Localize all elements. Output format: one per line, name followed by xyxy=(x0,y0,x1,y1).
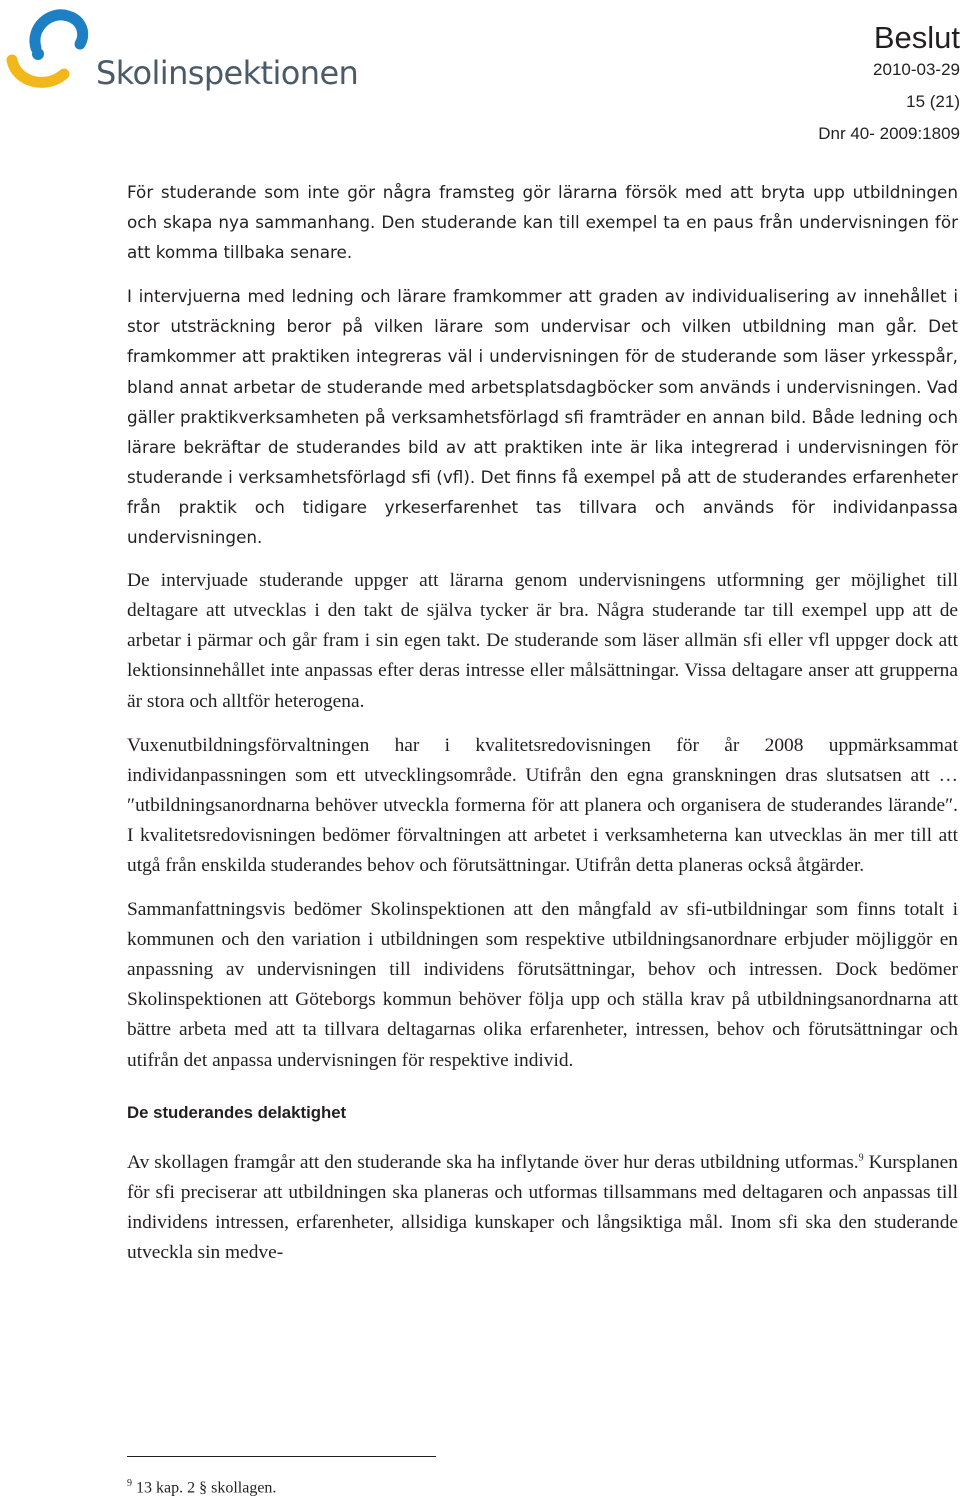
document-date: 2010-03-29 xyxy=(873,60,960,79)
footnote-ref: 9 xyxy=(858,1152,864,1164)
footnote-text: 13 kap. 2 § skollagen. xyxy=(132,1479,277,1497)
footnote xyxy=(127,1474,276,1498)
document-type: Beslut xyxy=(873,20,960,55)
paragraph-6-text-b: Kursplanen för sfi preciserar att utbildningen ska planeras och utformas tillsammans med deltagaren och anpassas till individens intressen, erfarenheter, allsidiga kunskaper och långsiktiga mål. Inom sfi ska den studerande utveckla sin medve- xyxy=(127,1151,958,1263)
paragraph-6 xyxy=(127,1148,958,1268)
footnote-number: 9 xyxy=(127,1478,132,1489)
logo-swoosh-icon xyxy=(6,8,102,94)
document-meta xyxy=(720,18,960,144)
footnote-divider xyxy=(127,1456,436,1457)
paragraph-2: I intervjuerna med ledning och lärare framkommer att graden av individualisering av innehållet i stor utsträckning beror på vilken lärare som undervisar och vilken utbildning man går. Det framkommer att praktiken integreras väl i undervisningen för de studerande som läser yrkesspår, bland annat arbetar de studerande med arbetsplatsdagböcker som används i undervisningen. Vad gäller praktikverksamheten på verksamhetsförlagd sfi framträder en annan bild. Både ledning och lärare bekräftar de studerandes bild av att praktiken inte är lika integrerad i undervisningen för studerande i verksamhetsförlagd sfi (vfl). Det finns få exempel på att de studerandes erfarenheter från praktik och tidigare yrkeserfarenhet tas tillvara och används för individanpassa undervisningen. xyxy=(127,286,958,548)
section-heading: De studerandes delaktighet xyxy=(127,1102,347,1122)
paragraph-4: Vuxenutbildningsförvaltningen har i kvalitetsredovisningen för år 2008 uppmärksammat individanpassningen som ett utvecklingsområde. Utifrån den egna granskningen dras slutsatsen att … ″utbildningsanordnarna behöver utveckla formerna för att planera och organisera de studerandes lärande″. I kvalitetsredovisningen bedömer förvaltningen att arbetet i verksamheterna kan utvecklas än mer till att utgå från enskilda studerandes behov och förutsättningar. Utifrån detta planeras också åtgärder. xyxy=(127,734,958,876)
page-number: 15 (21) xyxy=(906,92,960,111)
paragraph-5: Sammanfattningsvis bedömer Skolinspektionen att den mångfald av sfi-utbildningar som finns totalt i kommunen och den variation i utbildningen som respektive utbildningsanordnare erbjuder möjliggör en anpassning av undervisningen till individens förutsättningar, behov och intressen. Dock bedömer Skolinspektionen att Göteborgs kommun behöver följa upp och ställa krav på utbildningsanordnarna att bättre arbeta med att ta tillvara deltagarnas olika erfarenheter, intressen, behov och förutsättningar och utifrån det anpassa undervisningen för respektive individ. xyxy=(127,899,958,1071)
document-body xyxy=(127,177,958,1282)
paragraph-3: De intervjuade studerande uppger att lärarna genom undervisningens utformning ger möjlighet till deltagare att utvecklas i den takt de själva tycker är bra. Några studerande tar till exempel upp att de arbetar i pärmar och går fram i sin egen takt. De studerande som läser allmän sfi eller vfl uppger dock att lektionsinnehållet inte anpassas efter deras intresse eller målsättningar. Vissa deltagare anser att grupperna är stora och alltför heterogena. xyxy=(127,570,958,712)
logo-wordmark: Skolinspektionen xyxy=(96,54,359,92)
paragraph-6-text-a: Av skollagen framgår att den studerande ska ha inflytande över hur deras utbildning utformas. xyxy=(127,1151,859,1173)
diary-number: Dnr 40- 2009:1809 xyxy=(818,124,960,143)
paragraph-1: För studerande som inte gör några framsteg gör lärarna försök med att bryta upp utbildningen och skapa nya sammanhang. Den studerande kan till exempel ta en paus från undervisningen för att komma tillbaka senare. xyxy=(127,182,958,263)
skolinspektionen-logo xyxy=(6,8,359,94)
